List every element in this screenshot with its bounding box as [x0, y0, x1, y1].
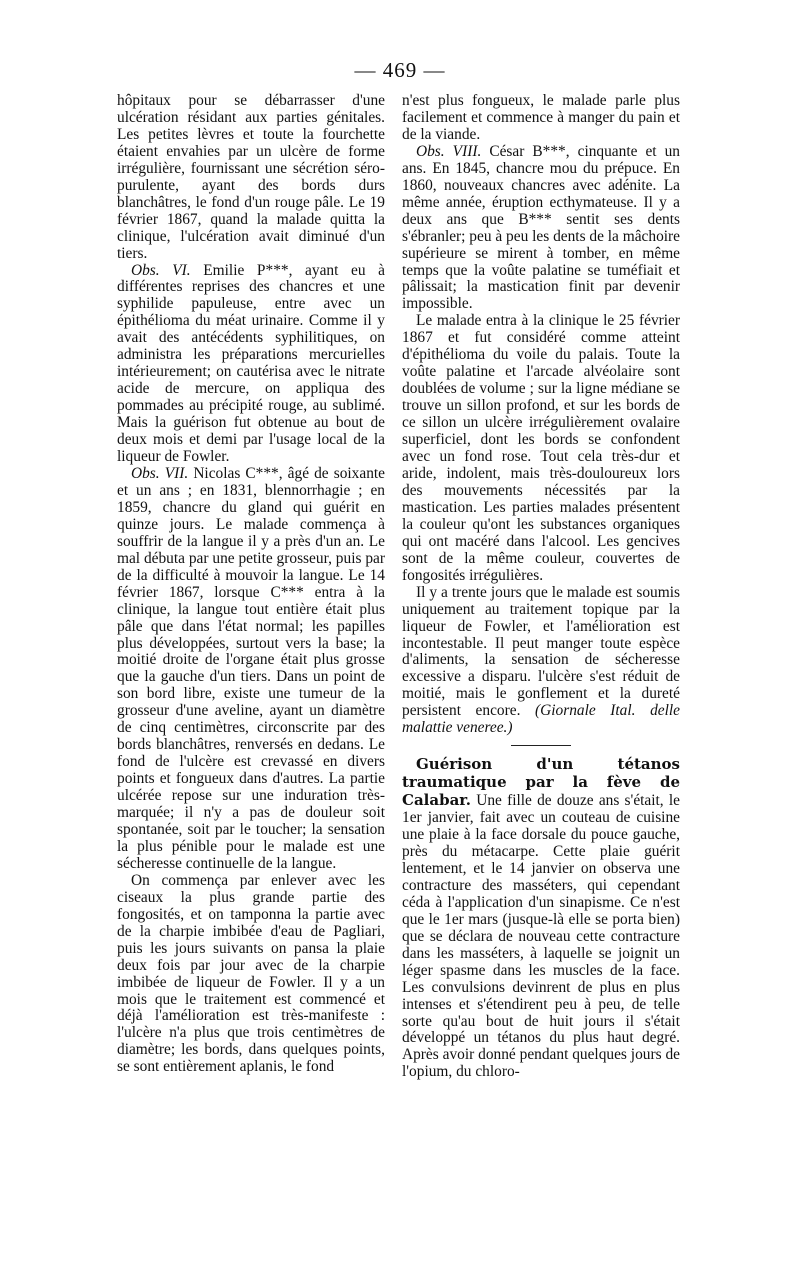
paragraph: n'est plus fongueux, le malade parle plus facilement et commence à manger du pain et de la viande. — [402, 92, 680, 143]
paragraph-text: Il y a trente jours que le malade est soumis uniquement au traitement topique par la liqueur de Fowler, et l'amélioration est incontestable. Il peut manger toute espèce d'aliments, la sensation de sécheresse excessive a disparu. l'ulcère s'est réduit de moitié, mais le gonflement et la dureté persistent encore. — [402, 583, 680, 720]
section-divider — [511, 745, 571, 746]
paragraph — [117, 466, 385, 873]
paragraph — [402, 144, 680, 314]
paragraph: hôpitaux pour se débarrasser d'une ulcération résidant aux parties génitales. Les petites lèvres et toute la fourchette étaient envahies par un ulcère de forme irrégulière, fournissant une sécrétion séro-purulente, ayant des bords durs blanchâtres, le fond d'un rouge pâle. Le 19 février 1867, quand la malade quitta la clinique, l'ulcération avait diminué d'un tiers. — [117, 92, 385, 262]
observation-label: Obs. VIII. — [416, 142, 482, 160]
right-column — [402, 93, 680, 1081]
citation: (Giornale Ital. delle malattie veneree.) — [402, 702, 680, 737]
paragraph — [402, 585, 680, 738]
observation-label: Obs. VII. — [131, 464, 189, 482]
paragraph: On commença par enlever avec les ciseaux la plus grande partie des fongosités, et on tamponna la partie avec de la charpie imbibée d'eau de Pagliari, puis les jours suivants on pansa la plaie deux fois par jour avec de la charpie imbibée de liqueur de Fowler. Il y a un mois que le traitement est commencé et déjà l'amélioration est très-manifeste : l'ulcère n'a plus que trois centimètres de diamètre; les bords, dans quelques points, se sont entièrement aplanis, le fond — [117, 871, 385, 1076]
section-paragraph — [402, 756, 680, 1081]
left-column — [117, 93, 385, 1076]
paragraph-text: Une fille de douze ans s'était, le 1er janvier, fait avec un couteau de cuisine une plaie à la face dorsale du pouce gauche, près du métacarpe. Cette plaie guérit lentement, et le 14 janvier on observa une contracture des masséters, qui cependant céda à l'application d'un sinapisme. Ce n'est que le 1er mars (jusque-là elle se porta bien) que se déclara de nouveau cette contracture dans les masséters, à laquelle se joignit un léger spasme dans les muscles de la face. Les convulsions devinrent de plus en plus intenses et s'étendirent peu à peu, de telle sorte qu'au bout de huit jours il s'était développé un tétanos du plus haut degré. Après avoir donné pendant quelques jours de l'opium, du chloro- — [402, 792, 680, 1081]
paragraph-text: Emilie P***, ayant eu à différentes reprises des chancres et une syphilide papuleuse, entre avec un épithélioma du méat urinaire. Comme il y avait des antécédents syphilitiques, on administra les préparations mercurielles intérieurement; on cautérisa avec le nitrate acide de mercure, on appliqua des pommades au précipité rouge, au sublimé. Mais la guérison fut obtenue au bout de deux mois et demi par l'usage local de la liqueur de Fowler. — [117, 261, 385, 466]
paragraph-text: Nicolas C***, âgé de soixante et un ans ; en 1831, blennorrhagie ; en 1859, chancre du gland qui guérit en quinze jours. Le malade commença à souffrir de la langue il y a près d'un an. Le mal débuta par une petite grosseur, puis par de la difficulté à mouvoir la langue. Le 14 février 1867, lorsque C*** entra à la clinique, la langue tout entière était plus pâle que dans l'état normal; les papilles plus développées, surtout vers la base; la moitié droite de l'organe était plus grosse que la gauche d'un tiers. Dans un point de son bord libre, existe une tumeur de la grosseur d'une aveline, ayant un diamètre de cinq centimètres, circonscrite par des bords blanchâtres, renversés en dedans. Le fond de l'ulcère est crevassé en divers points et fongueux dans d'autres. La partie ulcérée repose sur une induration très-marquée; il n'y a pas de douleur soit spontanée, soit par le toucher; la sensation la plus pénible pour le malade est une sécheresse continuelle de la langue. — [117, 464, 385, 872]
paragraph-text: César B***, cinquante et un ans. En 1845, chancre mou du prépuce. En 1860, nouveaux chancres avec adénite. La même année, éruption ecthymateuse. Il y a deux ans que B*** sentit ses dents s'ébranler; peu à peu les dents de la mâchoire supérieure se mirent à tomber, en même temps que la voûte palatine se tuméfiait et pâlissait; la mastication finit par devenir impossible. — [402, 142, 680, 313]
paragraph: Le malade entra à la clinique le 25 février 1867 et fut considéré comme atteint d'épithélioma du voile du palais. Toute la voûte palatine et l'arcade alvéolaire sont doublées de volume ; sur la ligne médiane se trouve un sillon profond, et sur les bords de ce sillon un ulcère irrégulièrement ovalaire superficiel, dont les bords se confondent avec un fond rose. Tout cela très-dur et aride, indolent, mais très-douloureux lors des mouvements nécessités par la mastication. Les parties malades présentent la couleur qu'ont les substances organiques qui ont macéré dans l'alcool. Les gencives sont de la même couleur, couvertes de fongosités irrégulières. — [402, 312, 680, 584]
page-number: — 469 — — [354, 58, 446, 82]
paragraph — [117, 263, 385, 466]
observation-label: Obs. VI. — [131, 261, 191, 279]
section-title: Guérison d'un tétanos traumatique par la fève de Calabar. — [402, 755, 680, 810]
